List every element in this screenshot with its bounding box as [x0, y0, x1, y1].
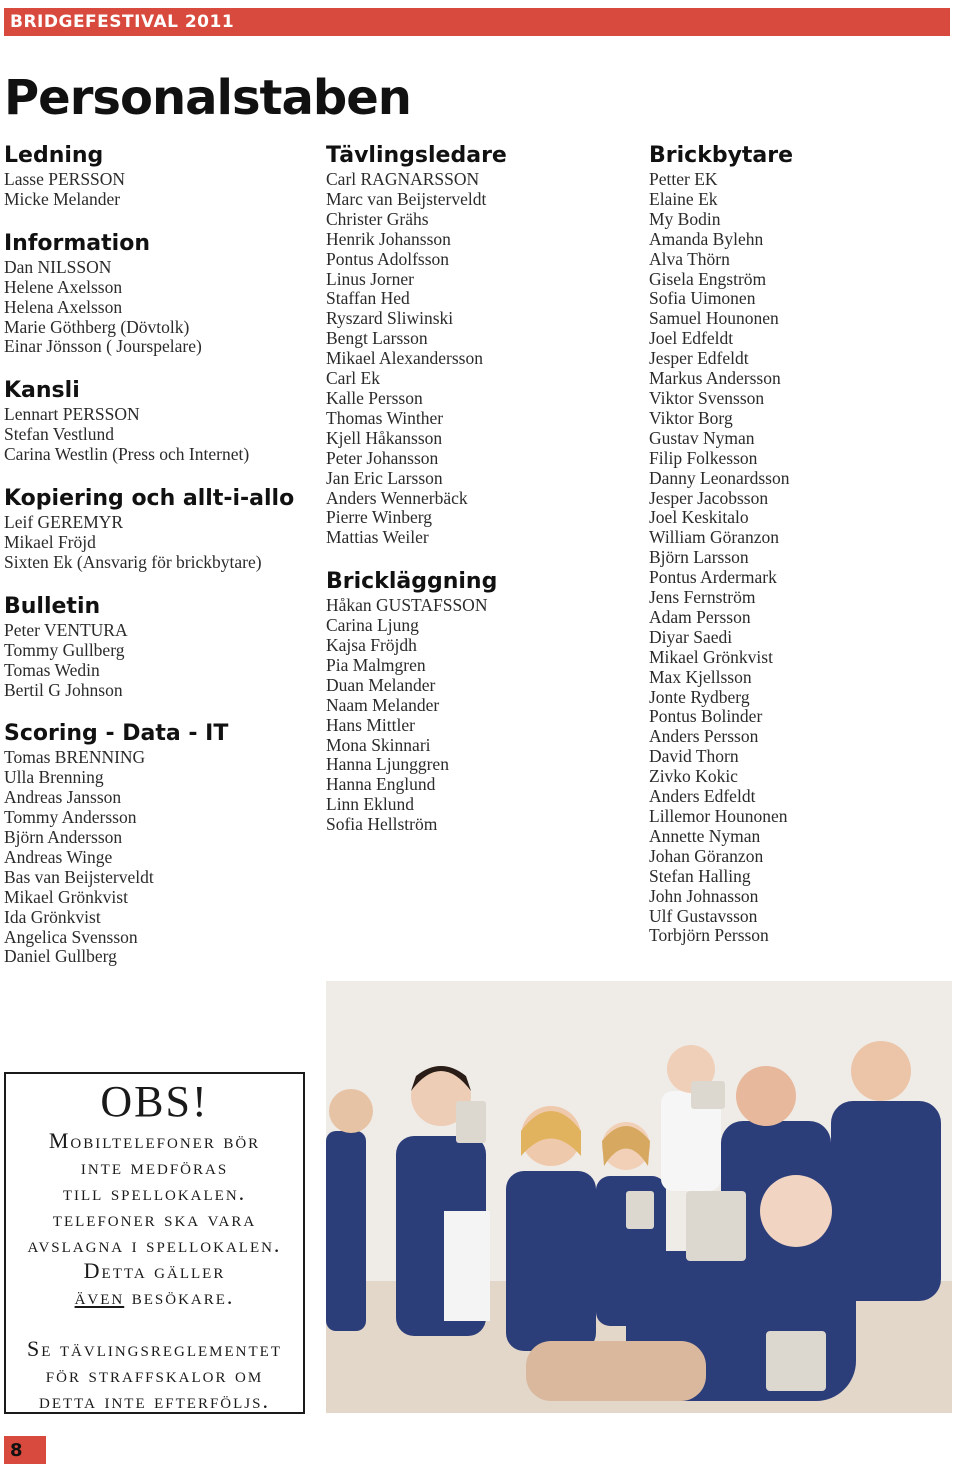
staff-name: Zivko Kokic — [649, 766, 738, 787]
staff-section — [326, 142, 636, 548]
staff-column-3 — [649, 142, 959, 966]
staff-section — [4, 377, 314, 465]
staff-group-photo — [326, 981, 952, 1413]
staff-name: Linus Jorner — [326, 268, 414, 289]
staff-name: Pia Malmgren — [326, 654, 426, 675]
staff-name: Peter Johansson — [326, 447, 439, 468]
notice-line-rest: besökare. — [124, 1284, 235, 1309]
staff-name: Joel Keskitalo — [649, 507, 749, 528]
staff-name: Ida Grönkvist — [4, 906, 101, 927]
staff-name: William Göranzon — [649, 527, 780, 548]
staff-name: David Thorn — [649, 746, 739, 767]
banner-title: BRIDGEFESTIVAL 2011 — [10, 12, 235, 32]
staff-name: Max Kjellsson — [649, 666, 752, 687]
notice-line: avslagna i spellokalen. — [27, 1232, 282, 1257]
staff-name: Henrik Johansson — [326, 228, 451, 249]
staff-section — [4, 142, 314, 210]
staff-name: Diyar Saedi — [649, 626, 733, 647]
staff-list — [4, 405, 314, 465]
staff-name: Carina Ljung — [326, 615, 419, 636]
staff-name: Björn Andersson — [4, 827, 123, 848]
page-title: Personalstaben — [4, 70, 411, 126]
staff-name: Daniel Gullberg — [4, 946, 117, 967]
obs-title: OBS! — [100, 1077, 209, 1126]
staff-section — [4, 720, 314, 967]
staff-name: Thomas Winther — [326, 407, 444, 428]
staff-name: Dan NILSSON — [4, 256, 112, 277]
staff-name: Samuel Hounonen — [649, 308, 779, 329]
section-heading: Information — [4, 230, 150, 256]
staff-name: Tommy Gullberg — [4, 639, 125, 660]
notice-line: Mobiltelefoner bör — [48, 1128, 261, 1153]
staff-name: Alva Thörn — [649, 248, 730, 269]
staff-name: Anders Wennerbäck — [326, 487, 468, 508]
staff-list — [649, 170, 959, 946]
staff-name: Christer Grähs — [326, 208, 429, 229]
section-heading: Kansli — [4, 378, 80, 404]
staff-name: Joel Edfeldt — [649, 328, 734, 349]
staff-name: Anders Persson — [649, 726, 759, 747]
staff-name: Mikael Alexandersson — [326, 348, 483, 369]
notice-line: till spellokalen. — [62, 1180, 247, 1205]
notice-line: Detta gäller — [83, 1258, 226, 1283]
staff-column-1 — [4, 142, 314, 987]
notice-line: för straffskalor om — [45, 1362, 264, 1387]
notice-line — [6, 1284, 303, 1310]
staff-name: Torbjörn Persson — [649, 925, 769, 946]
staff-name: Ulf Gustavsson — [649, 905, 758, 926]
staff-name: Danny Leonardsson — [649, 467, 790, 488]
notice-line: Se tävlingsreglementet — [26, 1336, 283, 1361]
staff-list — [4, 513, 314, 573]
staff-name: Kalle Persson — [326, 387, 423, 408]
page-number-box — [4, 1436, 46, 1464]
staff-section — [326, 568, 636, 835]
staff-name: Petter EK — [649, 169, 718, 189]
section-heading: Ledning — [4, 143, 104, 168]
staff-name: Helena Axelsson — [4, 296, 123, 317]
staff-name: Peter VENTURA — [4, 619, 128, 640]
staff-name: Jesper Jacobsson — [649, 487, 769, 508]
staff-name: Marie Göthberg (Dövtolk) — [4, 316, 190, 337]
staff-name: Viktor Borg — [649, 407, 733, 428]
staff-name: Viktor Svensson — [649, 387, 765, 408]
section-heading: Scoring - Data - IT — [4, 721, 229, 747]
staff-name: Linn Eklund — [326, 794, 414, 815]
staff-name: Micke Melander — [4, 188, 121, 209]
staff-name: Elaine Ek — [649, 188, 718, 209]
staff-name: Carina Westlin (Press och Internet) — [4, 444, 250, 465]
staff-list — [326, 596, 636, 835]
staff-name: Andreas Winge — [4, 846, 113, 867]
staff-name: Björn Larsson — [649, 547, 749, 568]
staff-column-2 — [326, 142, 636, 855]
staff-name: Stefan Halling — [649, 865, 751, 886]
staff-name: Sofia Hellström — [326, 814, 438, 835]
staff-name: Bengt Larsson — [326, 328, 428, 349]
staff-name: Mattias Weiler — [326, 527, 429, 548]
staff-name: Staffan Hed — [326, 288, 410, 309]
staff-name: Helene Axelsson — [4, 276, 123, 297]
staff-name: Markus Andersson — [649, 368, 781, 389]
staff-name: Mikael Grönkvist — [4, 886, 128, 907]
staff-name: Jens Fernström — [649, 587, 756, 608]
staff-name: Mikael Fröjd — [4, 531, 96, 552]
staff-list — [4, 258, 314, 358]
staff-name: Carl RAGNARSSON — [326, 169, 480, 189]
staff-name: Lillemor Hounonen — [649, 806, 788, 826]
staff-section — [649, 142, 959, 946]
staff-name: Hans Mittler — [326, 714, 415, 735]
staff-section — [4, 485, 314, 573]
staff-name: Andreas Jansson — [4, 787, 122, 808]
staff-name: Einar Jönsson ( Jourspelare) — [4, 336, 202, 357]
staff-list — [4, 170, 314, 210]
staff-name: Stefan Vestlund — [4, 424, 115, 445]
notice-underlined-word: även — [74, 1284, 125, 1309]
staff-list — [4, 748, 314, 967]
notice-line: detta inte efterföljs. — [39, 1388, 270, 1413]
section-heading: Bulletin — [4, 593, 101, 619]
staff-name: Leif GEREMYR — [4, 512, 124, 533]
staff-name: Tomas BRENNING — [4, 747, 146, 768]
section-heading: Kopiering och allt-i-allo — [4, 486, 295, 512]
staff-name: Sixten Ek (Ansvarig för brickbytare) — [4, 551, 262, 572]
staff-name: Johan Göranzon — [649, 845, 764, 866]
staff-name: Tommy Andersson — [4, 807, 137, 828]
group-photo-illustration — [326, 981, 952, 1413]
staff-name: Filip Folkesson — [649, 447, 758, 468]
staff-name: Angelica Svensson — [4, 926, 138, 947]
header-banner — [4, 8, 950, 36]
notice-line: telefoner ska vara — [52, 1206, 257, 1231]
staff-name: Gisela Engström — [649, 268, 767, 289]
staff-name: Bas van Beijsterveldt — [4, 866, 154, 887]
section-heading: Tävlingsledare — [326, 143, 507, 168]
staff-name: Hanna Ljunggren — [326, 754, 449, 775]
staff-name: Adam Persson — [649, 606, 751, 627]
staff-name: Naam Melander — [326, 694, 440, 715]
staff-name: Anders Edfeldt — [649, 786, 756, 807]
staff-name: My Bodin — [649, 208, 721, 229]
staff-name: Ryszard Sliwinski — [326, 308, 454, 329]
staff-section — [4, 593, 314, 701]
staff-name: Sofia Uimonen — [649, 288, 756, 309]
section-heading: Brickbytare — [649, 143, 794, 168]
staff-list — [326, 170, 636, 548]
staff-name: Annette Nyman — [649, 825, 761, 846]
staff-name: John Johnasson — [649, 885, 759, 906]
staff-section — [4, 230, 314, 358]
staff-name: Pontus Adolfsson — [326, 248, 450, 269]
staff-name: Pontus Bolinder — [649, 706, 763, 727]
staff-name: Mona Skinnari — [326, 734, 431, 755]
staff-name: Amanda Bylehn — [649, 228, 764, 249]
staff-name: Jesper Edfeldt — [649, 348, 749, 369]
staff-name: Hanna Englund — [326, 774, 436, 795]
page-number: 8 — [10, 1439, 23, 1461]
staff-name: Carl Ek — [326, 368, 380, 389]
staff-name: Lennart PERSSON — [4, 404, 140, 425]
staff-name: Bertil G Johnson — [4, 679, 123, 700]
staff-name: Pierre Winberg — [326, 507, 433, 528]
staff-name: Kjell Håkansson — [326, 427, 443, 448]
staff-name: Jonte Rydberg — [649, 686, 750, 707]
staff-name: Jan Eric Larsson — [326, 467, 443, 488]
staff-name: Gustav Nyman — [649, 427, 755, 448]
staff-name: Håkan GUSTAFSSON — [326, 595, 488, 616]
staff-name: Ulla Brenning — [4, 767, 104, 788]
staff-name: Marc van Beijsterveldt — [326, 188, 487, 209]
section-heading: Brickläggning — [326, 569, 498, 595]
staff-name: Mikael Grönkvist — [649, 646, 773, 667]
staff-name: Pontus Ardermark — [649, 567, 777, 588]
notice-line: inte medföras — [80, 1154, 229, 1179]
staff-name: Kajsa Fröjdh — [326, 635, 417, 656]
obs-notice-box — [4, 1072, 305, 1414]
staff-list — [4, 621, 314, 701]
staff-name: Duan Melander — [326, 674, 436, 695]
staff-name: Lasse PERSSON — [4, 169, 126, 189]
staff-name: Tomas Wedin — [4, 659, 100, 680]
